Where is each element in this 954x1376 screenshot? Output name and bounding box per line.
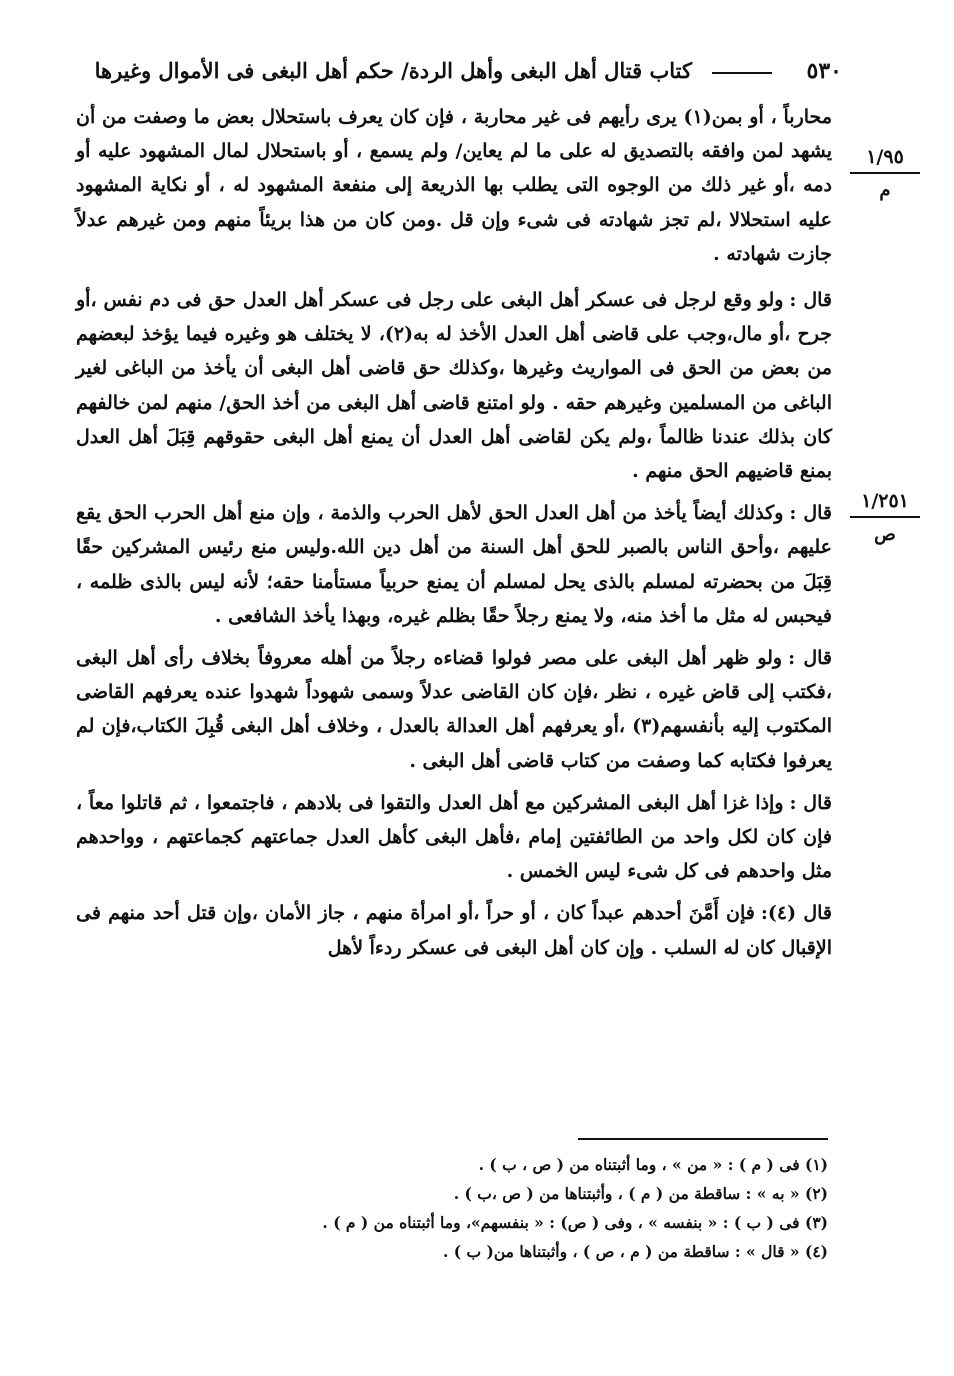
paragraph	[76, 786, 832, 889]
running-header	[72, 50, 842, 94]
footnote: (٢) « به » : ساقطة من ( م ) ، وأثبتناها من ( ص ،ب ) .	[453, 1184, 828, 1203]
paragraph-text: ولو وقع لرجل فى عسكر أهل البغى على رجل فى عسكر أهل العدل حق فى دم نفس ،أو جرح ،أو مال،وجب على قاضى أهل العدل الأخذ له به(٢)، لا يختلف هو وغيره فيما يؤخذ لبعضهم من بعض من الحق فى المواريث وغيرها ،وكذلك حق قاضى أهل البغى أن يأخذ من الباغى لغير الباغى من المسلمين وغيرهم حقه . ولو امتنع قاضى أهل البغى من أخذ الحق/ منهم لمن خالفهم كان بذلك عندنا ظالماً ،ولم يكن لقاضى أهل العدل أن يمنع أهل البغى حقوقهم قِبَلَ أهل العدل بمنع قاضيهم الحق منهم .	[76, 289, 832, 483]
paragraph	[76, 896, 832, 964]
paragraph-text: وكذلك أيضاً يأخذ من أهل العدل الحق لأهل الحرب والذمة ، وإن منع أهل الحرب الحق يقع عليهم ،وأحق الناس بالصبر للحق أهل السنة من أهل دين الله.وليس منع رئيس المشركين حقًا قِبَلَ من بحضرته لمسلم بالذى يحل لمسلم أن يمنع حربياً مستأمنا حقه؛ لأنه ليس بالذى ظلمه ، فيحبس له مثل ما أخذ منه، ولا يمنع رجلاً حقًا بظلم غيره، وبهذا يأخذ الشافعى .	[76, 502, 832, 627]
paragraph-label: قال :	[789, 289, 832, 312]
paragraph-text: وإذا غزا أهل البغى المشركين مع أهل العدل والتقوا فى بلادهم ، فاجتمعوا ، ثم قاتلوا معاً ، فإن كان لكل واحد من الطائفتين إمام ،فأهل البغى كأهل العدل جماعتهم كجماعتهم ، وواحدهم مثل واحدهم فى كل شىء ليس الخمس .	[76, 791, 832, 883]
margin-reference-siglum: م	[879, 180, 891, 201]
footnote-divider	[578, 1138, 828, 1140]
paragraph-label: قال :	[789, 791, 832, 814]
margin-reference-folio: ١/٢٥١	[850, 488, 920, 518]
margin-reference-siglum: ص	[874, 524, 896, 545]
paragraph-text: فإن أَمَّنَ أحدهم عبداً كان ، أو حراً ،أو امرأة منهم ، جاز الأمان ،وإن قتل أحد منهم فى الإقبال كان له السلب . وإن كان أهل البغى فى عسكر ردءاً لأهل	[76, 902, 832, 959]
footnote: (١) فى ( م ) : « من » ، وما أثبتناه من ( ص ، ب ) .	[478, 1155, 828, 1174]
paragraph	[76, 496, 832, 633]
margin-reference	[850, 144, 920, 204]
paragraph	[76, 641, 832, 778]
header-rule	[712, 72, 772, 74]
paragraph-text: ولو ظهر أهل البغى على مصر فولوا قضاءه رجلاً من أهله معروفاً بخلاف رأى أهل البغى ،فكتب إلى قاض غيره ، نظر ،فإن كان القاضى عدلاً وسمى شهوداً شهدوا عنده يعرفهم القاضى المكتوب إليه بأنفسهم(٣) ،أو يعرفهم أهل العدالة بالعدل ، وخلاف أهل البغى قُبِلَ الكتاب،فإن لم يعرفوا فكتابه كما وصفت من كتاب قاضى أهل البغى .	[76, 647, 832, 772]
paragraph-label: قال :	[788, 647, 832, 670]
footnote: (٣) فى ( ب ) : « بنفسه » ، وفى ( ص) : « بنفسهم»، وما أثبتناه من ( م ) .	[322, 1213, 828, 1232]
paragraph	[76, 100, 832, 271]
footnotes	[80, 1150, 828, 1266]
margin-reference-folio: ١/٩٥	[850, 144, 920, 174]
margin-reference	[850, 488, 920, 548]
main-text	[76, 100, 832, 973]
page-number: ٥٣٠	[806, 58, 842, 84]
paragraph-text: محارباً ، أو بمن(١) يرى رأيهم فى غير محاربة ، فإن كان يعرف باستحلال بعض ما وصفت من أن يشهد لمن وافقه بالتصديق له على ما لم يعاين/ ولم يسمع ، أو باستحلال لمال المشهود عليه أو دمه ،أو غير ذلك من الوجوه التى يطلب بها الذريعة إلى منفعة المشهود له ، أو نكاية المشهود عليه استحلالا ،لم تجز شهادته فى شىء وإن قل .ومن كان من هذا بريئاً منهم ومن غيرهم عدلاً جازت شهادته .	[76, 106, 832, 265]
footnote: (٤) « قال » : ساقطة من ( م ، ص ) ، وأثبتناها من( ب ) .	[442, 1242, 828, 1261]
paragraph	[76, 283, 832, 488]
paragraph-label: قال (٤):	[760, 902, 832, 925]
running-title: كتاب قتال أهل البغى وأهل الردة/ حكم أهل البغى فى الأموال وغيرها	[94, 58, 692, 83]
paragraph-label: قال :	[789, 502, 832, 525]
